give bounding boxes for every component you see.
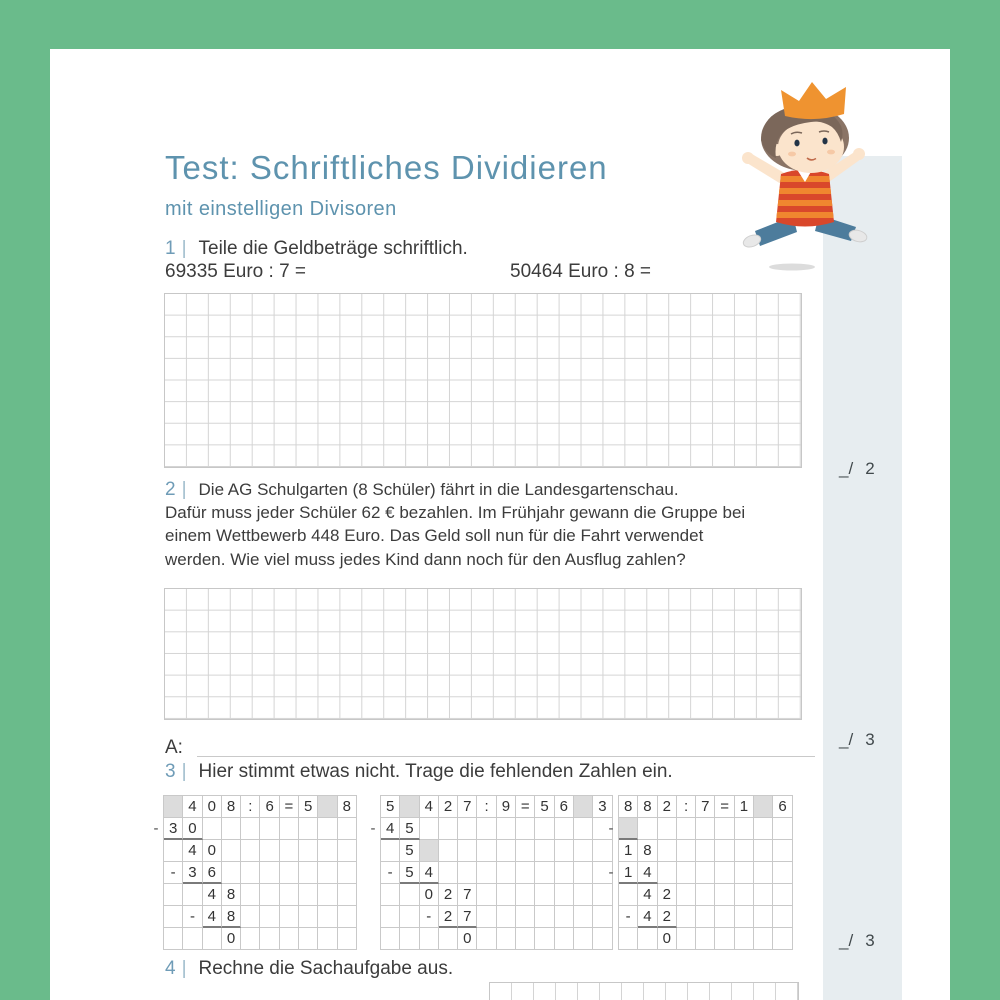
digit-cell: 3: [593, 796, 612, 818]
task-divider: |: [181, 761, 187, 782]
digit-cell: 4: [420, 796, 439, 818]
empty-cell: [658, 818, 677, 840]
digit-cell: 2: [439, 906, 458, 928]
digit-cell: 2: [658, 906, 677, 928]
empty-cell: [715, 862, 734, 884]
digit-cell: 4: [183, 840, 202, 862]
task2-number: 2: [165, 479, 176, 500]
digit-cell: 5: [400, 818, 419, 840]
digit-cell: 0: [203, 796, 222, 818]
digit-cell: =: [516, 796, 535, 818]
empty-cell: [735, 818, 754, 840]
digit-cell: 8: [222, 906, 241, 928]
empty-cell: [715, 840, 734, 862]
digit-cell: 5: [400, 862, 419, 884]
missing-number-cell: [574, 796, 593, 818]
task2-line2: Dafür muss jeder Schüler 62 € bezahlen. Im Frühjahr gewann die Gruppe bei: [165, 503, 746, 523]
empty-cell: [477, 862, 496, 884]
empty-cell: [318, 862, 337, 884]
empty-cell: [164, 928, 183, 950]
empty-cell: [574, 862, 593, 884]
empty-cell: [164, 906, 183, 928]
empty-cell: [299, 928, 318, 950]
digit-cell: 3: [164, 818, 183, 840]
empty-cell: [754, 884, 773, 906]
digit-cell: 0: [420, 884, 439, 906]
empty-cell: [677, 862, 696, 884]
empty-cell: [535, 862, 554, 884]
missing-number-cell: [420, 840, 439, 862]
digit-cell: :: [677, 796, 696, 818]
empty-cell: [260, 818, 279, 840]
empty-cell: [458, 840, 477, 862]
empty-cell: [593, 884, 612, 906]
worksheet-page: [50, 49, 950, 1000]
task3-number: 3: [165, 761, 176, 782]
task4-instruction: Rechne die Sachaufgabe aus.: [198, 958, 454, 979]
digit-cell: -: [164, 862, 183, 884]
empty-cell: [299, 906, 318, 928]
digit-cell: -: [381, 862, 400, 884]
empty-cell: [381, 906, 400, 928]
empty-cell: [280, 906, 299, 928]
empty-cell: [241, 884, 260, 906]
empty-cell: [574, 818, 593, 840]
empty-cell: [638, 818, 657, 840]
empty-cell: [203, 818, 222, 840]
empty-cell: [222, 818, 241, 840]
empty-cell: [735, 840, 754, 862]
empty-cell: [477, 818, 496, 840]
empty-cell: [477, 840, 496, 862]
empty-cell: [754, 928, 773, 950]
empty-cell: [773, 818, 792, 840]
task2-line3: einem Wettbewerb 448 Euro. Das Geld soll nun für die Fahrt verwendet: [165, 526, 704, 546]
empty-cell: [735, 862, 754, 884]
empty-cell: [535, 928, 554, 950]
long-division-grid-2: [370, 795, 613, 950]
digit-cell: 0: [183, 818, 202, 840]
empty-cell: [338, 884, 357, 906]
empty-cell: [696, 862, 715, 884]
empty-cell: [477, 928, 496, 950]
empty-cell: [715, 906, 734, 928]
task2-line1: 2 | Die AG Schulgarten (8 Schüler) fährt in die Landesgartenschau.: [165, 479, 679, 500]
digit-cell: 8: [338, 796, 357, 818]
digit-cell: :: [241, 796, 260, 818]
empty-cell: [183, 884, 202, 906]
empty-cell: [754, 840, 773, 862]
empty-cell: [555, 840, 574, 862]
empty-cell: [439, 818, 458, 840]
empty-cell: [516, 862, 535, 884]
empty-cell: [280, 818, 299, 840]
empty-cell: [773, 884, 792, 906]
empty-cell: [535, 840, 554, 862]
right-blush: [827, 150, 835, 155]
empty-cell: [696, 928, 715, 950]
working-grid-task4: [489, 982, 799, 1000]
empty-cell: [754, 862, 773, 884]
answer-blank-line: [197, 737, 815, 757]
missing-number-cell: [318, 796, 337, 818]
empty-cell: [516, 840, 535, 862]
empty-cell: [497, 906, 516, 928]
task3-instruction: Hier stimmt etwas nicht. Trage die fehlenden Zahlen ein.: [198, 761, 673, 782]
empty-cell: [439, 862, 458, 884]
digit-cell: 8: [619, 796, 638, 818]
empty-cell: [696, 818, 715, 840]
digit-cell: 0: [458, 928, 477, 950]
empty-cell: [535, 906, 554, 928]
empty-cell: [773, 906, 792, 928]
empty-cell: [241, 840, 260, 862]
empty-cell: [574, 906, 593, 928]
task3-header: [165, 761, 673, 783]
empty-cell: [696, 884, 715, 906]
minus-sign-outside: -: [608, 820, 614, 837]
empty-cell: [593, 906, 612, 928]
empty-cell: [754, 818, 773, 840]
shadow-ellipse: [769, 264, 815, 271]
empty-cell: [280, 840, 299, 862]
empty-cell: [222, 862, 241, 884]
digit-cell: 6: [555, 796, 574, 818]
empty-cell: [299, 862, 318, 884]
working-grid-task2: [164, 588, 802, 720]
score-badge-task3: _/ 3: [839, 931, 875, 950]
empty-cell: [241, 906, 260, 928]
empty-cell: [381, 928, 400, 950]
task1-header: [165, 238, 468, 260]
task2-text: [165, 478, 837, 571]
empty-cell: [299, 840, 318, 862]
digit-cell: 3: [183, 862, 202, 884]
digit-cell: 1: [619, 840, 638, 862]
digit-cell: 4: [638, 906, 657, 928]
task-divider: |: [181, 479, 187, 500]
right-eye: [822, 138, 827, 145]
division-problem-left: 69335 Euro : 7 =: [165, 261, 307, 282]
empty-cell: [574, 840, 593, 862]
empty-cell: [754, 906, 773, 928]
digit-cell: 4: [638, 862, 657, 884]
empty-cell: [439, 840, 458, 862]
empty-cell: [164, 840, 183, 862]
digit-cell: -: [619, 906, 638, 928]
empty-cell: [574, 884, 593, 906]
empty-cell: [619, 928, 638, 950]
missing-number-cell: [164, 796, 183, 818]
empty-cell: [400, 884, 419, 906]
empty-cell: [735, 884, 754, 906]
empty-cell: [260, 862, 279, 884]
empty-cell: [318, 840, 337, 862]
empty-cell: [381, 884, 400, 906]
empty-cell: [338, 840, 357, 862]
digit-cell: 8: [222, 796, 241, 818]
empty-cell: [773, 928, 792, 950]
empty-cell: [535, 818, 554, 840]
empty-cell: [299, 818, 318, 840]
digit-cell: 2: [658, 884, 677, 906]
empty-cell: [400, 906, 419, 928]
digit-cell: 0: [658, 928, 677, 950]
digit-cell: 7: [458, 796, 477, 818]
empty-cell: [381, 840, 400, 862]
empty-cell: [555, 862, 574, 884]
digit-cell: 9: [497, 796, 516, 818]
empty-cell: [477, 884, 496, 906]
digit-cell: 2: [439, 796, 458, 818]
empty-cell: [593, 928, 612, 950]
minus-sign-outside: -: [608, 864, 614, 881]
empty-cell: [164, 884, 183, 906]
empty-cell: [677, 818, 696, 840]
digit-cell: 6: [773, 796, 792, 818]
empty-cell: [555, 906, 574, 928]
digit-cell: 5: [535, 796, 554, 818]
empty-cell: [555, 818, 574, 840]
boy-with-crown-illustration: [735, 70, 875, 275]
digit-cell: 0: [203, 840, 222, 862]
empty-cell: [516, 884, 535, 906]
empty-cell: [696, 906, 715, 928]
empty-cell: [735, 928, 754, 950]
digit-cell: 8: [638, 840, 657, 862]
empty-cell: [497, 840, 516, 862]
empty-cell: [338, 906, 357, 928]
digit-cell: 5: [381, 796, 400, 818]
empty-cell: [260, 884, 279, 906]
task1-number: 1: [165, 238, 176, 259]
empty-cell: [318, 884, 337, 906]
missing-number-cell: [754, 796, 773, 818]
answer-label: A:: [165, 737, 183, 758]
digit-cell: 4: [420, 862, 439, 884]
minus-sign-outside: -: [153, 820, 159, 837]
empty-cell: [677, 906, 696, 928]
digit-cell: -: [420, 906, 439, 928]
crown: [781, 82, 846, 119]
empty-cell: [280, 862, 299, 884]
page-title: Test: Schriftliches Dividieren: [165, 149, 608, 186]
empty-cell: [260, 840, 279, 862]
score-column: [823, 156, 902, 1000]
empty-cell: [299, 884, 318, 906]
empty-cell: [420, 818, 439, 840]
digit-cell: 2: [658, 796, 677, 818]
left-eye: [794, 140, 799, 147]
digit-cell: 4: [203, 906, 222, 928]
empty-cell: [477, 906, 496, 928]
empty-cell: [658, 862, 677, 884]
empty-cell: [241, 862, 260, 884]
empty-cell: [260, 906, 279, 928]
digit-cell: 1: [619, 862, 638, 884]
empty-cell: [715, 928, 734, 950]
empty-cell: [458, 862, 477, 884]
empty-cell: [318, 906, 337, 928]
digit-cell: -: [183, 906, 202, 928]
empty-cell: [773, 862, 792, 884]
digit-cell: =: [715, 796, 734, 818]
empty-cell: [420, 928, 439, 950]
empty-cell: [338, 862, 357, 884]
digit-cell: 8: [638, 796, 657, 818]
task2-line4: werden. Wie viel muss jedes Kind dann noch für den Ausflug zahlen?: [165, 549, 686, 569]
empty-cell: [222, 840, 241, 862]
empty-cell: [658, 840, 677, 862]
empty-cell: [574, 928, 593, 950]
digit-cell: :: [477, 796, 496, 818]
empty-cell: [183, 928, 202, 950]
empty-cell: [677, 840, 696, 862]
empty-cell: [497, 818, 516, 840]
digit-cell: 8: [222, 884, 241, 906]
score-badge-task2: _/ 3: [839, 730, 875, 749]
minus-sign-outside: -: [370, 820, 376, 837]
task-divider: |: [181, 958, 187, 979]
digit-cell: 4: [203, 884, 222, 906]
empty-cell: [318, 928, 337, 950]
digit-cell: 5: [299, 796, 318, 818]
empty-cell: [555, 884, 574, 906]
digit-cell: 6: [260, 796, 279, 818]
working-grid-task1: [164, 293, 802, 468]
empty-cell: [241, 818, 260, 840]
empty-cell: [715, 818, 734, 840]
digit-cell: 7: [458, 906, 477, 928]
empty-cell: [735, 906, 754, 928]
empty-cell: [619, 884, 638, 906]
digit-cell: 5: [400, 840, 419, 862]
digit-cell: 7: [458, 884, 477, 906]
long-division-grid-1: [153, 795, 357, 950]
task4-header: [165, 958, 453, 980]
left-blush: [788, 152, 796, 157]
empty-cell: [555, 928, 574, 950]
empty-cell: [318, 818, 337, 840]
digit-cell: 4: [183, 796, 202, 818]
empty-cell: [400, 928, 419, 950]
empty-cell: [203, 928, 222, 950]
digit-cell: 1: [735, 796, 754, 818]
digit-cell: 7: [696, 796, 715, 818]
empty-cell: [773, 840, 792, 862]
empty-cell: [516, 928, 535, 950]
digit-cell: 2: [439, 884, 458, 906]
digit-cell: 4: [638, 884, 657, 906]
empty-cell: [338, 928, 357, 950]
digit-cell: 0: [222, 928, 241, 950]
empty-cell: [280, 884, 299, 906]
empty-cell: [497, 884, 516, 906]
empty-cell: [260, 928, 279, 950]
empty-cell: [497, 862, 516, 884]
task4-number: 4: [165, 958, 176, 979]
empty-cell: [280, 928, 299, 950]
digit-cell: 4: [381, 818, 400, 840]
empty-cell: [715, 884, 734, 906]
empty-cell: [593, 840, 612, 862]
empty-cell: [439, 928, 458, 950]
empty-cell: [677, 884, 696, 906]
missing-number-cell: [400, 796, 419, 818]
empty-cell: [516, 906, 535, 928]
empty-cell: [638, 928, 657, 950]
empty-cell: [338, 818, 357, 840]
long-division-grid-3: [608, 795, 793, 950]
empty-cell: [241, 928, 260, 950]
empty-cell: [696, 840, 715, 862]
task-divider: |: [181, 238, 187, 259]
empty-cell: [458, 818, 477, 840]
task1-instruction: Teile die Geldbeträge schriftlich.: [198, 238, 468, 259]
empty-cell: [497, 928, 516, 950]
digit-cell: 6: [203, 862, 222, 884]
page-subtitle: mit einstelligen Divisoren: [165, 198, 397, 220]
division-problem-right: 50464 Euro : 8 =: [510, 261, 652, 282]
empty-cell: [516, 818, 535, 840]
score-badge-task1: _/ 2: [839, 459, 875, 478]
missing-number-cell: [619, 818, 638, 840]
digit-cell: =: [280, 796, 299, 818]
empty-cell: [535, 884, 554, 906]
empty-cell: [677, 928, 696, 950]
